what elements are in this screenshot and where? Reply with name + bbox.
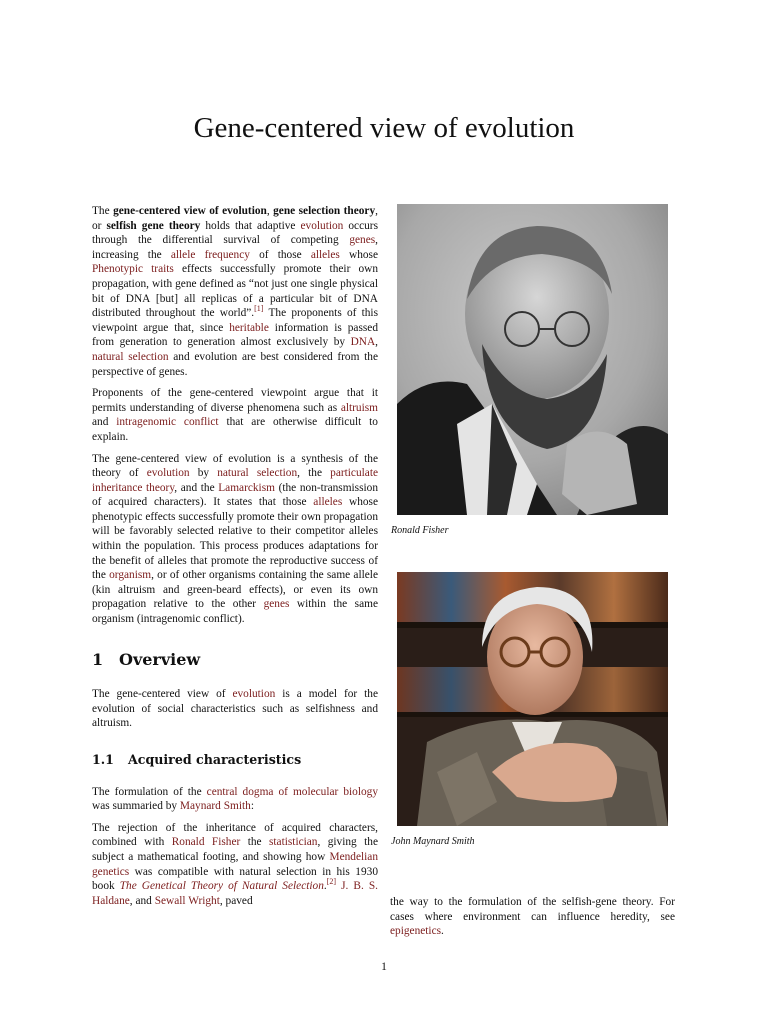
ref-1[interactable]: [1] [254, 304, 264, 314]
link-genes[interactable]: genes [349, 234, 376, 247]
link-phenotypic-traits[interactable]: Phenotypic traits [92, 263, 174, 276]
link-evolution[interactable]: evolution [300, 219, 344, 232]
link-alleles[interactable]: alleles [310, 248, 340, 261]
fisher-caption: Ronald Fisher [391, 525, 449, 536]
smith-photo [397, 572, 668, 826]
intro-paragraph-3: The gene-centered view of evolution is a synthesis of the theory of evolution by natural selection, the particulate inheritance theory, and the Lamarckism (the non-transmission of acquired characters). It states that those alleles whose phenotypic effects successfully promote their own propagation will be favorably selected relative to their competitor alleles within the population. This process produces adaptations for the benefit of alleles that promote the reproductive success of the organism, or of other organisms containing the same allele (kin altruism and green-beard effects), or even its own propagation relative to the other genes within the same organism (intragenomic conflict). [92, 452, 379, 626]
acquired-paragraph-1: The formulation of the central dogma of molecular biology was summaried by Maynard Smith: [92, 785, 379, 813]
link-statistician[interactable]: statistician [268, 836, 318, 849]
link-natural-selection-2[interactable]: natural selection [217, 467, 298, 480]
link-particulate-inheritance[interactable]: particulate inheritance theory [92, 467, 379, 494]
right-column-continuation [390, 895, 675, 946]
figure-fisher [391, 204, 668, 536]
section-heading-overview: 1 Overview [92, 649, 201, 669]
link-heritable[interactable]: heritable [229, 321, 269, 334]
link-organism[interactable]: organism [109, 569, 152, 582]
page-title: Gene-centered view of evolution [193, 112, 575, 144]
link-genetical-theory[interactable]: The Genetical Theory of Natural Selection [119, 880, 324, 893]
link-central-dogma[interactable]: central dogma of molecular biology [206, 785, 379, 798]
link-epigenetics[interactable]: epigenetics [390, 925, 442, 938]
link-genes-2[interactable]: genes [263, 598, 290, 611]
fisher-portrait-image [397, 204, 668, 515]
link-altruism[interactable]: altruism [340, 401, 378, 414]
link-dna[interactable]: DNA [350, 336, 376, 349]
link-natural-selection[interactable]: natural selection [92, 350, 169, 363]
acquired-paragraph-2-cont: the way to the formulation of the selfish-gene theory. For cases where environment can influence heredity, see epigenetics. [390, 896, 675, 938]
link-evolution-3[interactable]: evolution [232, 688, 276, 701]
link-evolution-2[interactable]: evolution [146, 467, 190, 480]
intro-paragraph-2: Proponents of the gene-centered viewpoint argue that it permits understanding of diverse phenomena such as altruism and intragenomic conflict that are otherwise difficult to explain. [92, 387, 378, 443]
page-number: 1 [381, 961, 387, 973]
subsection-heading-acquired: 1.1 Acquired characteristics [92, 752, 302, 767]
main-column [92, 204, 378, 915]
ref-2[interactable]: [2] [326, 877, 337, 887]
link-alleles-2[interactable]: alleles [313, 496, 343, 509]
intro-paragraph-1: The gene-centered view of evolution, gene selection theory, or selfish gene theory holds that adaptive evolution occurs through the differential survival of competing genes, increasing the allele frequency of those alleles whose Phenotypic traits effects successfully promote their own propagation, with gene defined as “not just one single physical bit of DNA [but] all replicas of a particular bit of DNA distributed throughout the world”.[1] The proponents of this viewpoint argue that, since heritable information is passed from generation to generation almost exclusively by DNA, natural selection and evolution are best considered from the perspective of genes. [92, 205, 378, 378]
acquired-paragraph-2: The rejection of the inheritance of acquired characters, combined with Ronald Fisher the statistician, giving the subject a mathematical footing, and showing how Mendelian genetics was compatible with natural selection in his 1930 book The Genetical Theory of Natural Selection.[2] J. B. S. Haldane, and Sewall Wright, paved [92, 821, 378, 907]
link-mendelian-genetics[interactable]: Mendelian genetics [92, 850, 378, 878]
smith-caption: John Maynard Smith [391, 836, 475, 847]
link-lamarckism[interactable]: Lamarckism [218, 481, 275, 494]
link-sewall-wright[interactable]: Sewall Wright [154, 894, 220, 907]
figure-maynard-smith [391, 572, 668, 847]
fisher-photo [397, 204, 668, 515]
overview-paragraph: The gene-centered view of evolution is a model for the evolution of social characteristics such as selfishness and altruism. [92, 688, 378, 730]
link-intragenomic-conflict[interactable]: intragenomic conflict [116, 416, 219, 429]
link-maynard-smith[interactable]: Maynard Smith [179, 800, 251, 813]
link-ronald-fisher[interactable]: Ronald Fisher [171, 836, 241, 849]
link-haldane[interactable]: J. B. S. Haldane [92, 880, 378, 907]
smith-portrait-image [397, 572, 668, 826]
link-allele-frequency[interactable]: allele frequency [170, 248, 250, 261]
